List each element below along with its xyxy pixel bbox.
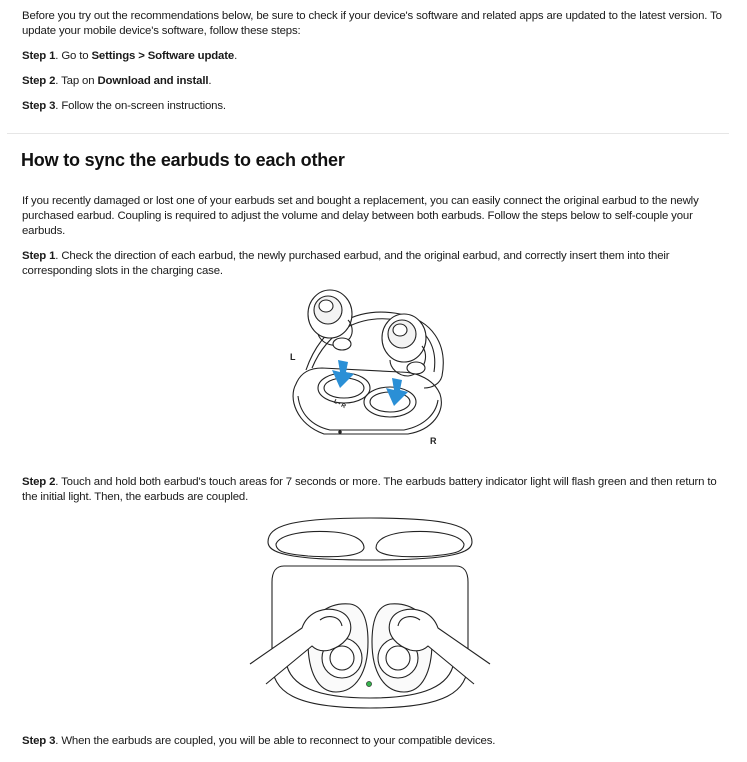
step-text: . When the earbuds are coupled, you will be able to reconnect to your compatible devices. [55, 735, 496, 747]
left-label: L [290, 352, 296, 362]
section-divider [7, 133, 729, 134]
sync-description: If you recently damaged or lost one of your earbuds set and bought a replacement, you can easily connect the original earbud to the newly purchased earbud. Coupling is required to adjust the volume and delay between both earbuds. Follow the steps below to self-couple your earbuds. [22, 195, 699, 237]
step-label: Step 2 [22, 75, 56, 87]
section-heading: How to sync the earbuds to each other [21, 150, 345, 170]
step-label: Step 1 [22, 50, 56, 62]
intro-paragraph: Before you try out the recommendations below, be sure to check if your device's software and related apps are updated to the latest version. To update your mobile device's software, follow these steps: [22, 10, 722, 37]
step-label: Step 3 [22, 100, 56, 112]
step-text-end: . [234, 50, 238, 62]
sync-step-2 [22, 475, 722, 505]
update-step-3 [22, 99, 226, 114]
update-step-1 [22, 49, 237, 64]
step-text-end: . [208, 75, 212, 87]
sync-step-1 [22, 249, 702, 279]
step-text: . Go to [55, 50, 92, 62]
settings-path: Settings > Software update [91, 50, 235, 62]
step-text: . Check the direction of each earbud, the newly purchased earbud, and the original earbud, and correctly insert them into their corresponding slots in the charging case. [22, 250, 670, 277]
step-text: . Touch and hold both earbud's touch areas for 7 seconds or more. The earbuds battery indicator light will flash green and then return to the initial light. Then, the earbuds are coupled. [22, 476, 717, 503]
step-text: . Follow the on-screen instructions. [55, 100, 226, 112]
step-label: Step 2 [22, 476, 56, 488]
step-label: Step 3 [22, 735, 56, 747]
touch-earbuds-illustration [246, 512, 494, 716]
insert-earbuds-illustration [282, 284, 454, 452]
right-label: R [430, 436, 437, 446]
slot-label: L - R [332, 398, 347, 410]
step-text: . Tap on [55, 75, 98, 87]
download-install-text: Download and install [97, 75, 209, 87]
update-step-2 [22, 74, 211, 89]
battery-indicator-light [366, 681, 371, 686]
step-label: Step 1 [22, 250, 56, 262]
sync-step-3 [22, 734, 722, 749]
